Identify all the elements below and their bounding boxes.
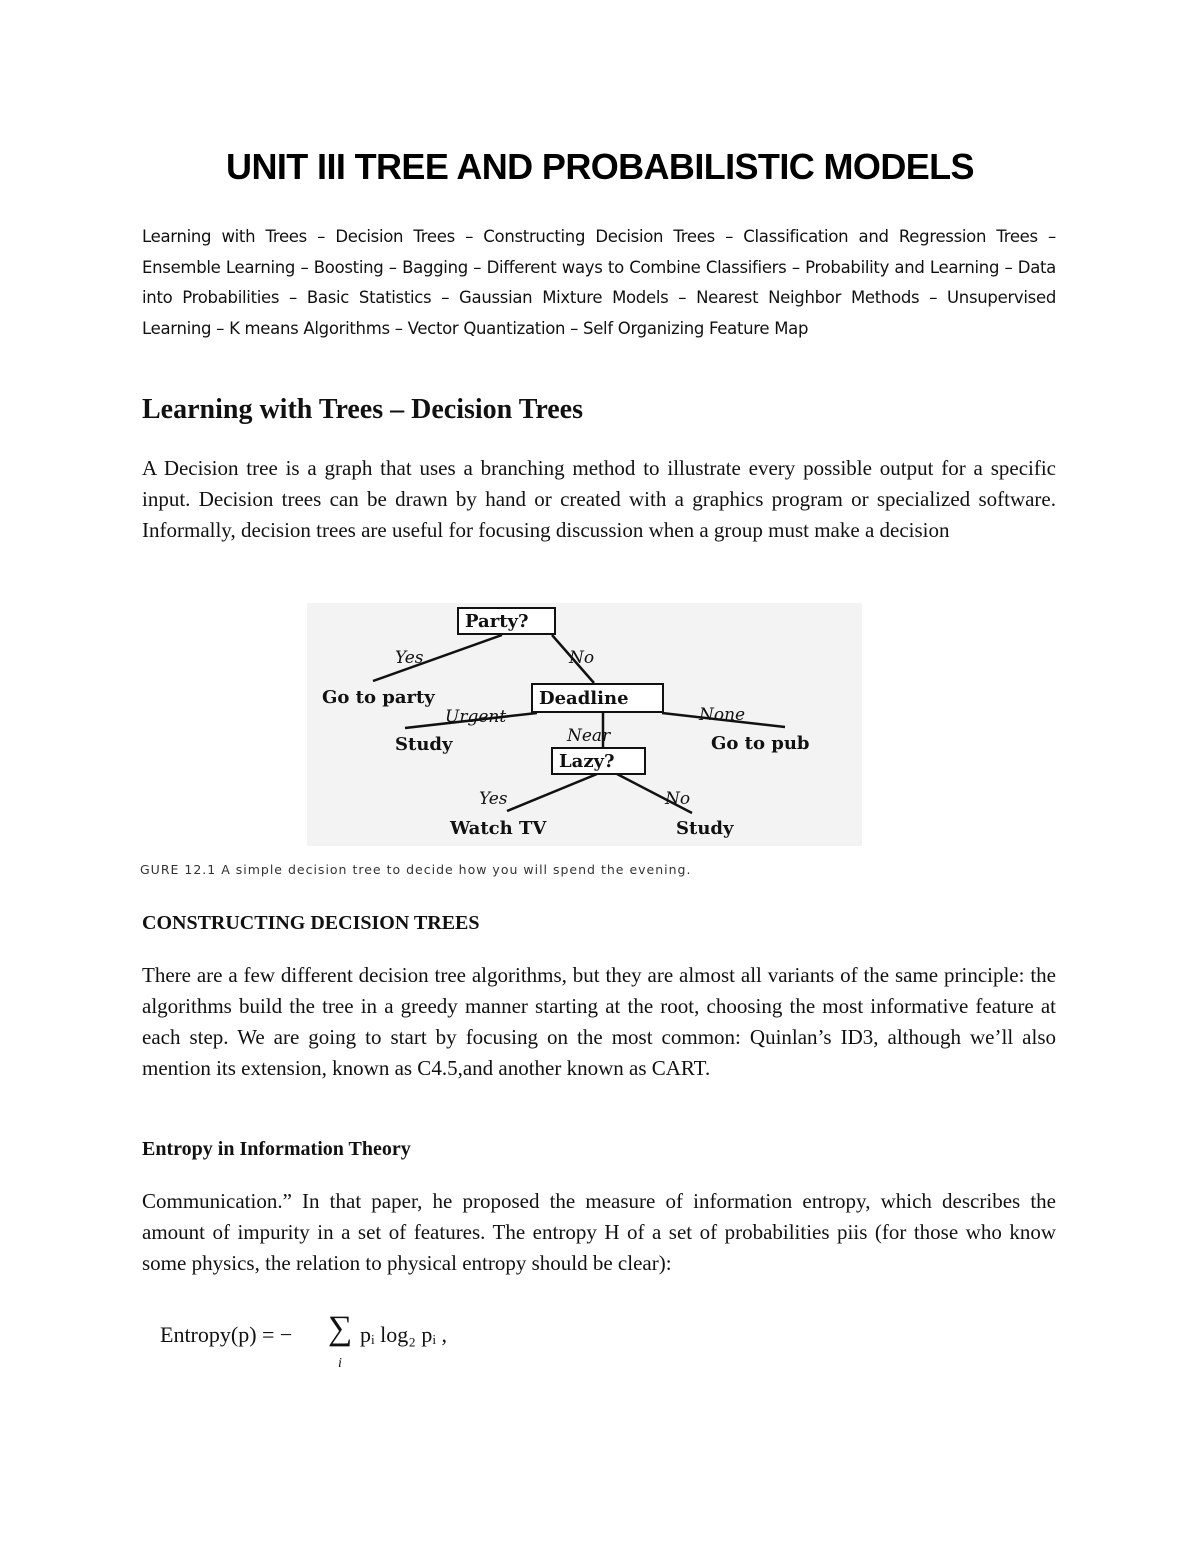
formula-lhs: Entropy(p) = − xyxy=(160,1322,293,1347)
node-party: Party? xyxy=(465,611,529,632)
node-deadline: Deadline xyxy=(539,688,629,709)
decision-tree-diagram xyxy=(307,603,862,846)
leaf-study-right: Study xyxy=(676,818,734,839)
leaf-go-to-party: Go to party xyxy=(322,687,435,708)
edge-label-lazy-yes: Yes xyxy=(479,789,508,809)
edge-label-lazy-no: No xyxy=(665,789,691,809)
formula-index: i xyxy=(338,1356,342,1371)
constructing-heading: CONSTRUCTING DECISION TREES xyxy=(142,912,480,934)
page-title: UNIT III TREE AND PROBABILISTIC MODELS xyxy=(226,146,974,187)
leaf-go-to-pub: Go to pub xyxy=(711,733,810,754)
edge-label-urgent: Urgent xyxy=(445,707,507,727)
node-lazy: Lazy? xyxy=(559,751,615,772)
figure-caption: GURE 12.1 A simple decision tree to decide how you will spend the evening. xyxy=(140,862,692,877)
edge-label-party-yes: Yes xyxy=(395,648,424,668)
edge-label-none: None xyxy=(699,705,746,725)
formula-sigma: ∑ xyxy=(328,1310,353,1347)
edge-party-yes xyxy=(373,635,502,681)
edge-lazy-yes xyxy=(507,774,597,811)
constructing-paragraph: There are a few different decision tree algorithms, but they are almost all variants of the same principle: the algorithms build the tree in a greedy manner starting at the root, choosing the most informative feature at each step. We are going to start by focusing on the most common: Quinlan’s ID3, although we’ll also mention its extension, known as C4.5,and another known as CART. xyxy=(142,963,1056,1080)
intro-paragraph: A Decision tree is a graph that uses a branching method to illustrate every possible output for a specific input. Decision trees can be drawn by hand or created with a graphics program or specialized software. Informally, decision trees are useful for focusing discussion when a group must make a decision xyxy=(142,456,1056,542)
entropy-formula xyxy=(160,1312,560,1382)
leaf-watch-tv: Watch TV xyxy=(450,818,547,839)
section-heading: Learning with Trees – Decision Trees xyxy=(142,394,583,425)
edge-label-party-no: No xyxy=(569,648,595,668)
formula-rhs: pᵢ log₂ pᵢ , xyxy=(360,1322,447,1347)
entropy-heading: Entropy in Information Theory xyxy=(142,1138,411,1160)
entropy-paragraph: Communication.” In that paper, he proposed the measure of information entropy, which describes the amount of impurity in a set of features. The entropy H of a set of probabilities piis (for those who know some physics, the relation to physical entropy should be clear): xyxy=(142,1189,1056,1275)
decision-tree-figure xyxy=(307,603,862,846)
edge-label-near: Near xyxy=(567,726,611,746)
syllabus-topics: Learning with Trees – Decision Trees – Constructing Decision Trees – Classification and Regression Trees – Ensemble Learning – Boosting – Bagging – Different ways to Combine Classifiers – Probability and Learning – Data into Probabilities – Basic Statistics – Gaussian Mixture Models – Nearest Neighbor Methods – Unsupervised Learning – K means Algorithms – Vector Quantization – Self Organizing Feature Map xyxy=(142,227,1056,338)
leaf-study-left: Study xyxy=(395,734,453,755)
